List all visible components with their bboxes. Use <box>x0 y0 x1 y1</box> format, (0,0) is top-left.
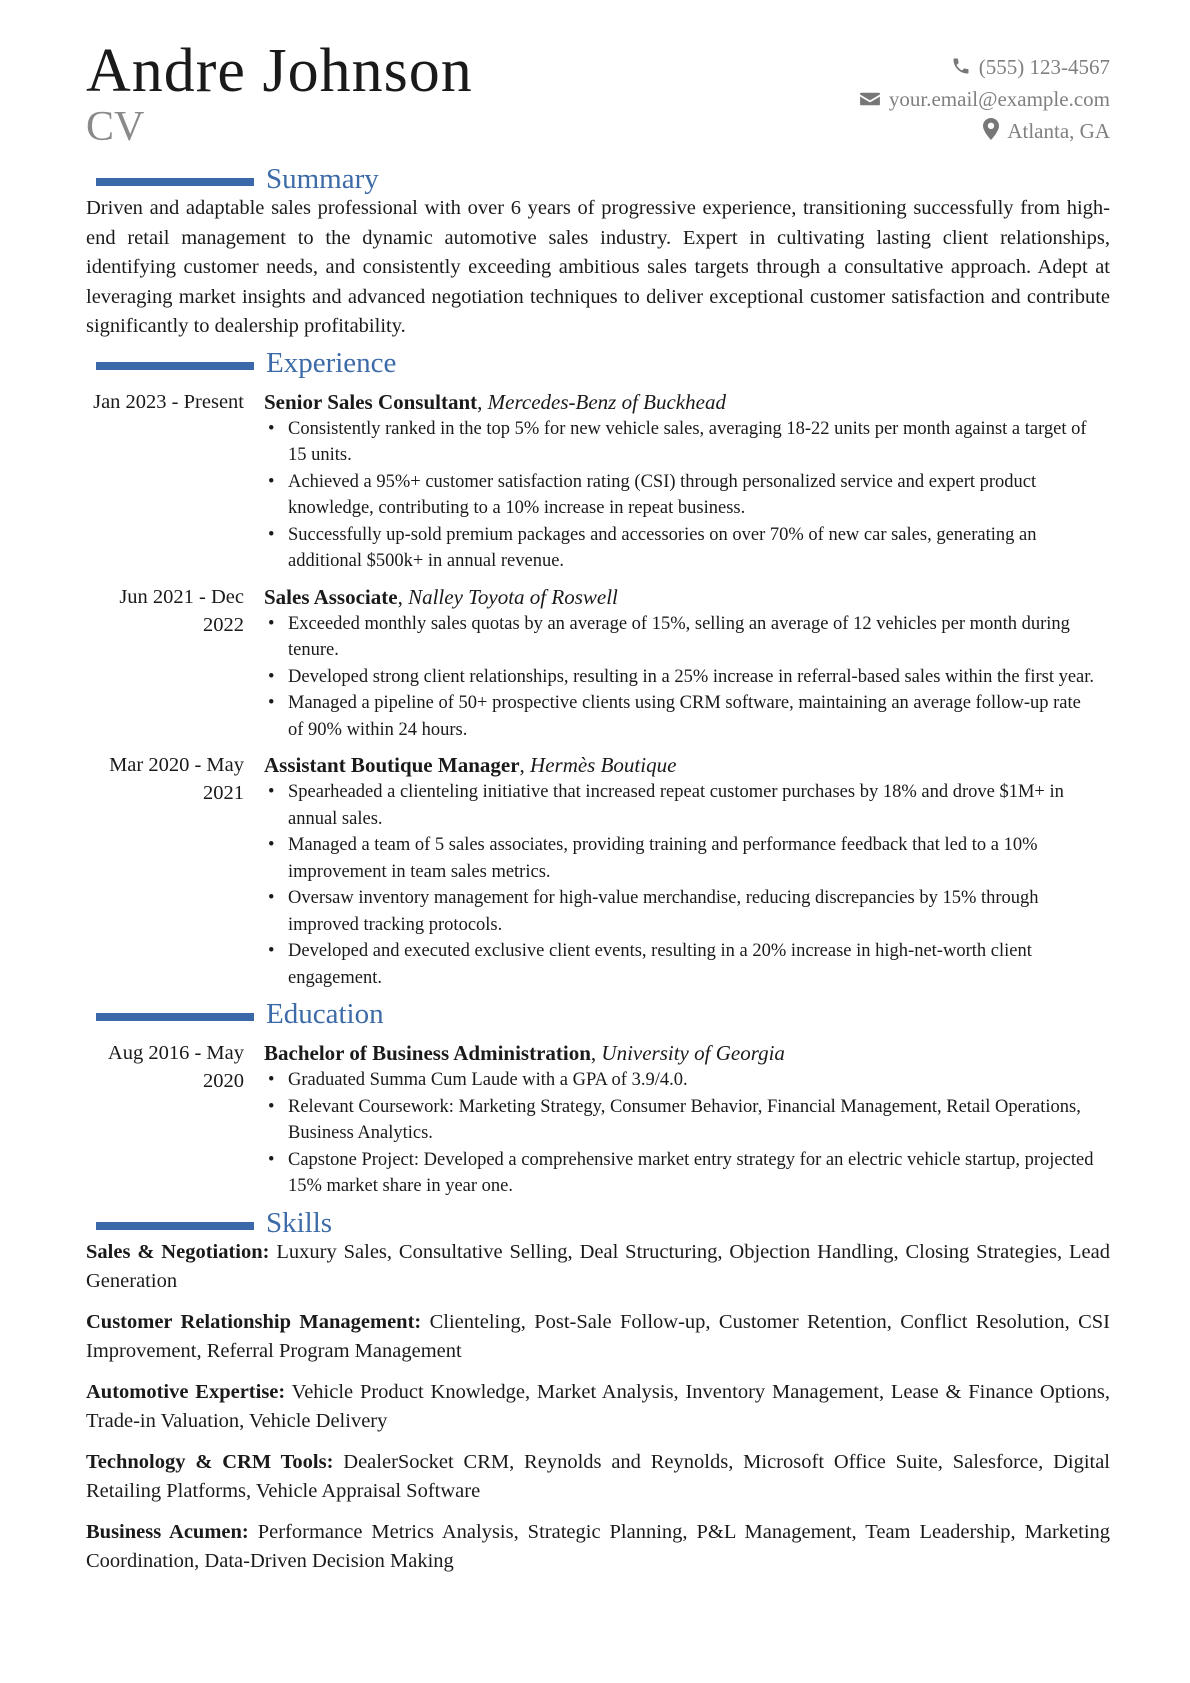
bullet-item: • Developed strong client relationships, resulting in a 25% increase in referral-based sales within the first year. <box>264 664 1096 691</box>
bullet-item: • Managed a pipeline of 50+ prospective clients using CRM software, maintaining an average follow-up rate of 90% within 24 hours. <box>264 690 1096 743</box>
contact-block <box>859 52 1110 148</box>
entry-date: Jun 2021 - Dec 2022 <box>119 585 244 636</box>
skill-group <box>86 1448 1110 1506</box>
bullet-item: • Developed and executed exclusive client events, resulting in a 20% increase in high-net-worth client engagement. <box>264 938 1096 991</box>
entry-title: Bachelor of Business Administration, University of Georgia <box>264 1041 785 1065</box>
skill-group <box>86 1378 1110 1436</box>
bullet-item: • Oversaw inventory management for high-value merchandise, reducing discrepancies by 15% through improved tracking protocols. <box>264 885 1096 938</box>
map-pin-icon <box>983 118 999 148</box>
bullet-list <box>264 416 1096 575</box>
entry-title: Sales Associate, Nalley Toyota of Roswell <box>264 584 618 609</box>
bullet-item: • Graduated Summa Cum Laude with a GPA of 3.9/4.0. <box>264 1067 1096 1094</box>
skills-heading <box>86 1208 1110 1238</box>
skill-category: Sales & Negotiation: <box>86 1240 270 1263</box>
skill-items: DealerSocket CRM, Reynolds and Reynolds, Microsoft Office Suite, Salesforce, Digital Retailing Platforms, Vehicle Appraisal Software <box>86 1450 1111 1502</box>
skill-items: Clienteling, Post-Sale Follow-up, Customer Retention, Conflict Resolution, CSI Improvement, Referral Program Management <box>86 1310 1110 1362</box>
institution: University of Georgia <box>601 1041 785 1065</box>
entry-date: Jan 2023 - Present <box>93 390 244 413</box>
education-entry <box>86 1039 1110 1200</box>
employer: Mercedes-Benz of Buckhead <box>487 389 726 414</box>
section-title: Experience <box>266 346 397 379</box>
bullet-item: • Capstone Project: Developed a comprehensive market entry strategy for an electric vehicle startup, projected 15% market share in year one. <box>264 1147 1096 1200</box>
section-title: Education <box>266 998 384 1030</box>
contact-location <box>859 116 1110 148</box>
entry-body <box>248 583 1110 744</box>
envelope-icon <box>859 86 881 116</box>
location-text: Atlanta, GA <box>1007 119 1110 143</box>
resume-page <box>86 37 1111 1588</box>
skill-group <box>86 1518 1110 1576</box>
skill-category: Customer Relationship Management: <box>86 1310 422 1333</box>
email-text: your.email@example.com <box>888 87 1110 111</box>
entry-body <box>248 1039 1110 1200</box>
job-title: Senior Sales Consultant <box>264 389 478 414</box>
document-title: CV <box>86 104 145 150</box>
entry-date: Mar 2020 - May 2021 <box>109 754 244 804</box>
job-title: Assistant Boutique Manager <box>264 753 520 777</box>
employer: Hermès Boutique <box>530 753 677 777</box>
skill-items: Luxury Sales, Consultative Selling, Deal Structuring, Objection Handling, Closing Strategies, Lead Generation <box>86 1240 1111 1292</box>
skill-category: Automotive Expertise: <box>86 1380 286 1403</box>
contact-email <box>859 84 1110 116</box>
experience-entry <box>86 751 1110 991</box>
skill-group <box>86 1308 1110 1366</box>
section-bar <box>96 178 254 186</box>
section-title: Skills <box>266 1206 333 1239</box>
skill-group <box>86 1238 1110 1296</box>
experience-heading <box>86 348 1110 378</box>
experience-entry <box>86 388 1110 575</box>
skill-category: Technology & CRM Tools: <box>86 1450 334 1473</box>
entry-body <box>248 751 1110 991</box>
section-bar <box>96 1013 254 1021</box>
bullet-item: • Managed a team of 5 sales associates, providing training and performance feedback that led to a 10% improvement in team sales metrics. <box>264 832 1096 885</box>
phone-icon <box>951 54 971 84</box>
entry-body <box>248 388 1110 575</box>
bullet-list <box>264 1067 1096 1200</box>
bullet-item: • Achieved a 95%+ customer satisfaction rating (CSI) through personalized service and expert product knowledge, contributing to a 10% increase in repeat business. <box>264 469 1096 522</box>
contact-phone <box>859 52 1110 84</box>
skill-items: Performance Metrics Analysis, Strategic Planning, P&L Management, Team Leadership, Marketing Coordination, Data-Driven Decision Making <box>86 1520 1111 1572</box>
entry-date: Aug 2016 - May 2020 <box>107 1042 244 1092</box>
bullet-item: • Spearheaded a clienteling initiative that increased repeat customer purchases by 18% and drove $1M+ in annual sales. <box>264 779 1096 832</box>
degree-title: Bachelor of Business Administration <box>264 1041 591 1065</box>
skill-category: Business Acumen: <box>86 1520 249 1543</box>
entry-title: Assistant Boutique Manager, Hermès Boutique <box>264 753 677 777</box>
summary-text: Driven and adaptable sales professional with over 6 years of progressive experience, transitioning successfully from high-end retail management to the dynamic automotive sales industry. Expert in cultivating lasting client relationships, identifying customer needs, and consistently exceeding ambitious sales targets through a consultative approach. Adept at leveraging market insights and advanced negotiation techniques to deliver exceptional customer satisfaction and contribute significantly to dealership profitability. <box>86 197 1110 337</box>
entry-title: Senior Sales Consultant, Mercedes-Benz of Buckhead <box>264 389 726 414</box>
bullet-list <box>264 779 1096 991</box>
bullet-item: • Successfully up-sold premium packages and accessories on over 70% of new car sales, generating an additional $500k+ in annual revenue. <box>264 522 1096 575</box>
skills-list <box>86 1238 1110 1576</box>
resume-header <box>86 37 1110 160</box>
bullet-item: • Consistently ranked in the top 5% for new vehicle sales, averaging 18-22 units per month against a target of 15 units. <box>264 416 1096 469</box>
phone-text: (555) 123-4567 <box>978 55 1110 79</box>
skill-items: Vehicle Product Knowledge, Market Analysis, Inventory Management, Lease & Finance Options, Trade-in Valuation, Vehicle Delivery <box>86 1380 1110 1432</box>
employer: Nalley Toyota of Roswell <box>408 584 618 609</box>
bullet-item: • Exceeded monthly sales quotas by an average of 15%, selling an average of 12 vehicles per month during tenure. <box>264 611 1096 664</box>
bullet-list <box>264 611 1096 744</box>
job-title: Sales Associate <box>264 584 398 609</box>
candidate-name: Andre Johnson <box>86 37 473 105</box>
section-title: Summary <box>266 163 379 195</box>
section-bar <box>96 362 254 370</box>
section-bar <box>96 1222 254 1230</box>
experience-entry <box>86 583 1110 744</box>
summary-heading <box>86 164 1110 194</box>
education-heading <box>86 999 1110 1029</box>
bullet-item: • Relevant Coursework: Marketing Strategy, Consumer Behavior, Financial Management, Retail Operations, Business Analytics. <box>264 1094 1096 1147</box>
